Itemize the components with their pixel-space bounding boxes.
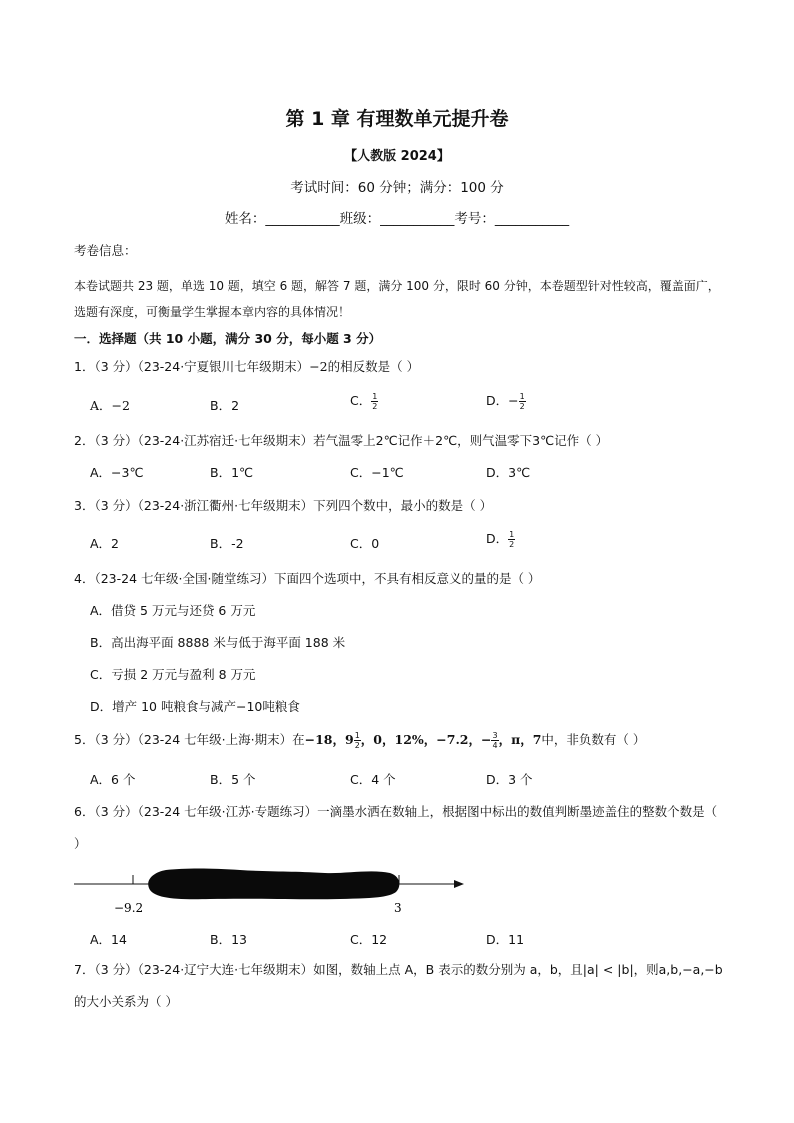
question-6-option-c: C．12 <box>350 932 388 947</box>
question-1-stem: 1．（3 分）（23-24·宁夏银川七年级期末）−2的相反数是（ ） <box>74 359 420 374</box>
question-3-option-b: B．-2 <box>210 536 244 551</box>
question-5-option-a: A．6 个 <box>90 772 136 787</box>
question-4-option-d: D．增产 10 吨粮食与减产−10吨粮食 <box>90 699 300 714</box>
question-3-stem: 3．（3 分）（23-24·浙江衢州·七年级期末）下列四个数中，最小的数是（ ） <box>74 498 493 513</box>
question-6-option-b: B．13 <box>210 932 247 947</box>
info-label: 考卷信息： <box>74 243 137 258</box>
question-4-stem: 4．（23-24 七年级·全国·随堂练习）下面四个选项中，不具有相反意义的量的是（ ） <box>74 571 541 586</box>
number-line-figure <box>70 862 470 918</box>
question-4-option-a: A．借贷 5 万元与还贷 6 万元 <box>90 603 256 618</box>
question-6-option-d: D．11 <box>486 932 525 947</box>
question-2-option-b: B．1℃ <box>210 465 254 480</box>
label-left: −9.2 <box>114 901 144 915</box>
question-3-option-c: C．0 <box>350 536 380 551</box>
question-1-option-c: C． $\frac{1}{2}$ <box>350 392 378 411</box>
section-heading: 一．选择题（共 10 小题，满分 30 分，每小题 3 分） <box>74 331 382 346</box>
question-5-stem: 5．（3 分）（23-24 七年级·上海·期末）在−18，9 $\frac{1}{2}$ ，0，12%，−7.2，− $\frac{3}{4}$ ，π，7中，非负数有（ ） <box>74 731 646 750</box>
edition-label: 【人教版 2024】 <box>344 149 450 164</box>
question-2-option-c: C．−1℃ <box>350 465 404 480</box>
student-fields: 姓名：___________班级：___________考号：___________ <box>224 211 570 227</box>
question-3-option-d: D． $\frac{1}{2}$ <box>486 530 515 549</box>
info-text: 本卷试题共 23 题，单选 10 题，填空 6 题，解答 7 题，满分 100 分，限时 60 分钟，本卷题型针对性较高，覆盖面广，选题有深度，可衡量学生掌握本章内容的具体情况！ <box>74 279 720 319</box>
question-4-option-b: B．高出海平面 8888 米与低于海平面 188 米 <box>90 635 346 650</box>
question-2-option-a: A．−3℃ <box>90 465 144 480</box>
question-6-stem: 6．（3 分）（23-24 七年级·江苏·专题练习）一滴墨水洒在数轴上，根据图中标出的数值判断墨迹盖住的整数个数是（ ） <box>74 804 718 851</box>
question-5-option-d: D．3 个 <box>486 772 533 787</box>
question-2-stem: 2．（3 分）（23-24·江苏宿迁·七年级期末）若气温零上2℃记作＋2℃，则气温零下3℃记作（ ） <box>74 433 609 448</box>
ink-blot <box>148 869 399 900</box>
exam-time: 考试时间：60 分钟；满分：100 分 <box>290 180 504 196</box>
question-1-option-a: A．−2 <box>90 398 130 413</box>
question-1-option-d: D．− $\frac{1}{2}$ <box>486 392 525 411</box>
page-title: 第 1 章 有理数单元提升卷 <box>285 108 509 130</box>
number-line-arrow <box>454 880 464 888</box>
question-5-option-b: B．5 个 <box>210 772 256 787</box>
question-7-stem: 7．（3 分）（23-24·辽宁大连·七年级期末）如图，数轴上点 A，B 表示的数分别为 a，b，且|a| < |b|，则a,b,−a,−b 的大小关系为（ ） <box>74 962 723 1009</box>
question-1-option-b: B．2 <box>210 398 240 413</box>
question-2-option-d: D．3℃ <box>486 465 531 480</box>
label-right: 3 <box>394 901 402 915</box>
question-5-option-c: C．4 个 <box>350 772 396 787</box>
question-3-option-a: A．2 <box>90 536 120 551</box>
question-4-option-c: C．亏损 2 万元与盈利 8 万元 <box>90 667 256 682</box>
question-6-option-a: A．14 <box>90 932 127 947</box>
